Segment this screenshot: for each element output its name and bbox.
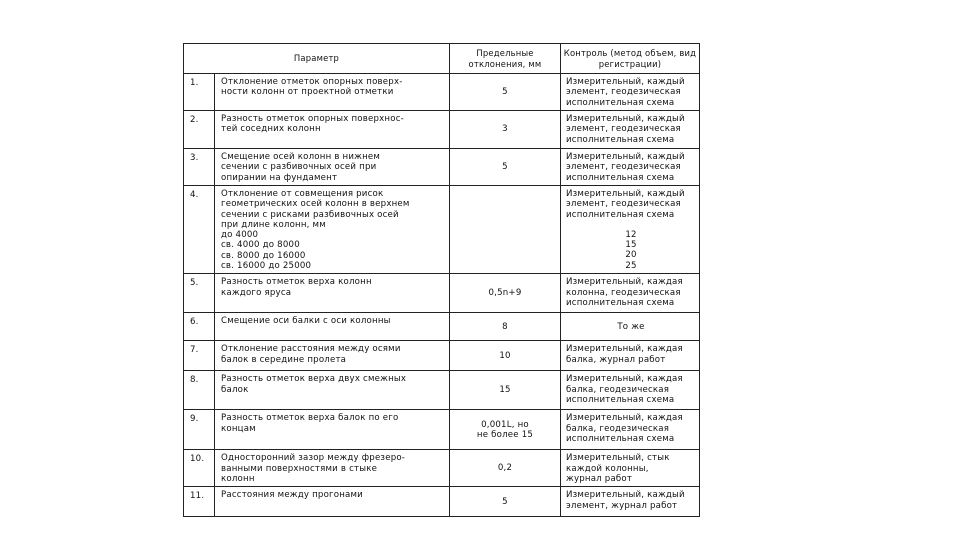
table-row [184, 313, 700, 341]
row-control [561, 450, 700, 487]
control-line: исполнительная схема [566, 433, 675, 444]
control-line: балка, геодезическая [566, 384, 670, 395]
length-deviation-values [566, 230, 696, 271]
table-row [184, 111, 700, 149]
control-line: Измерительный, каждая [566, 374, 683, 385]
row-parameter [215, 371, 450, 410]
parameter-line: геометрических осей колонн в верхнем [221, 199, 410, 210]
row-control [561, 341, 700, 371]
row-deviation: 15 [450, 371, 561, 410]
control-line: Измерительный, каждый [566, 152, 685, 162]
parameter-line: сечении с рисками разбивочных осей [221, 209, 399, 220]
row-number: 1. [184, 74, 215, 111]
row-number: 6. [184, 313, 215, 341]
row-control [561, 111, 700, 149]
parameter-line: Отклонение отметок опорных поверх- [221, 77, 403, 87]
row-control [561, 371, 700, 410]
row-parameter [215, 186, 450, 274]
deviation-value-line: 25 [625, 260, 637, 271]
row-number: 5. [184, 274, 215, 313]
row-control [561, 313, 700, 341]
row-deviation: 8 [450, 313, 561, 341]
parameter-line: балок в середине пролета [221, 354, 347, 365]
parameter-line: сечении с разбивочных осей при [221, 162, 377, 173]
table-row [184, 74, 700, 111]
row-control [561, 410, 700, 450]
row-parameter [215, 410, 450, 450]
deviation-value-line: 12 [625, 229, 637, 240]
control-line: элемент, геодезическая [566, 162, 681, 173]
deviation-line: не более 15 [476, 429, 534, 440]
parameter-line: концам [221, 423, 256, 434]
parameter-line: Смещение осей колонн в нижнем [221, 152, 381, 162]
control-line: исполнительная схема [566, 297, 675, 308]
control-line: элемент, геодезическая [566, 124, 681, 135]
control-line: Измерительный, каждая [566, 277, 683, 288]
parameter-line: ности колонн от проектной отметки [221, 87, 394, 98]
row-number: 2. [184, 111, 215, 149]
parameter-line: опирании на фундамент [221, 172, 338, 183]
table-row [184, 371, 700, 410]
control-line: Измерительный, каждый [566, 114, 685, 124]
parameter-line: до 4000 [221, 230, 259, 241]
control-line: То же [617, 322, 645, 333]
control-line: балка, журнал работ [566, 354, 666, 365]
header-control: Контроль (метод объем, вид регистрации) [561, 44, 700, 74]
table-header-row [184, 44, 700, 74]
parameter-line: Разность отметок верха двух смежных [221, 374, 407, 385]
row-control [561, 186, 700, 274]
table-row [184, 450, 700, 487]
table-row [184, 149, 700, 186]
parameter-line: каждого яруса [221, 287, 292, 298]
row-number: 3. [184, 149, 215, 186]
parameter-line: Отклонение расстояния между осями [221, 344, 401, 355]
row-deviation: 0,5n+9 [450, 274, 561, 313]
parameter-line: при длине колонн, мм [221, 219, 326, 230]
row-deviation: 0,2 [450, 450, 561, 487]
row-deviation: 5 [450, 487, 561, 517]
table-row [184, 274, 700, 313]
parameter-line: тей соседних колонн [221, 124, 321, 135]
row-parameter [215, 341, 450, 371]
deviation-line: 0,001L, но [481, 419, 529, 430]
control-line: журнал работ [566, 473, 633, 484]
table-row [184, 341, 700, 371]
row-number: 8. [184, 371, 215, 410]
row-number: 9. [184, 410, 215, 450]
header-deviation: Предельные отклонения, мм [450, 44, 561, 74]
row-deviation: 5 [450, 74, 561, 111]
parameter-line: Разность отметок опорных поверхнос- [221, 114, 404, 124]
deviation-value-line: 15 [625, 240, 637, 251]
table-row [184, 410, 700, 450]
control-line: исполнительная схема [566, 394, 675, 405]
row-number: 4. [184, 186, 215, 274]
control-line: Измерительный, каждая [566, 344, 683, 355]
control-line: элемент, журнал работ [566, 500, 678, 511]
row-deviation: 10 [450, 341, 561, 371]
row-number: 7. [184, 341, 215, 371]
control-line: исполнительная схема [566, 97, 675, 108]
row-parameter [215, 274, 450, 313]
parameter-line: Односторонний зазор между фрезеро- [221, 453, 406, 464]
row-parameter [215, 487, 450, 517]
control-line: колонна, геодезическая [566, 287, 681, 298]
control-line: исполнительная схема [566, 134, 675, 145]
table-row [184, 487, 700, 517]
parameter-line: балок [221, 384, 249, 395]
row-parameter [215, 450, 450, 487]
parameter-line: ванными поверхностями в стыке [221, 463, 378, 474]
control-line: Измерительный, каждый [566, 490, 685, 501]
control-line: Измерительный, каждый [566, 77, 685, 87]
parameter-line: св. 8000 до 16000 [221, 250, 306, 261]
control-line: Измерительный, каждый [566, 189, 685, 199]
table-body [184, 74, 700, 517]
row-deviation [450, 410, 561, 450]
row-control [561, 487, 700, 517]
row-deviation: 5 [450, 149, 561, 186]
control-line: Измерительный, каждая [566, 413, 683, 424]
control-line: каждой колонны, [566, 463, 649, 474]
control-line: исполнительная схема [566, 209, 675, 220]
parameter-line: Смещение оси балки с оси колонны [221, 316, 391, 327]
control-line: элемент, геодезическая [566, 87, 681, 98]
deviation-value-line: 20 [625, 250, 637, 261]
parameter-line: св. 16000 до 25000 [221, 261, 312, 272]
row-parameter [215, 111, 450, 149]
parameter-line: Разность отметок верха колонн [221, 277, 372, 288]
tolerance-table [183, 43, 700, 517]
control-line: балка, геодезическая [566, 423, 670, 434]
parameter-line: колонн [221, 473, 255, 484]
row-deviation: 3 [450, 111, 561, 149]
parameter-line: Отклонение от совмещения рисок [221, 189, 384, 199]
header-param: Параметр [184, 44, 450, 74]
row-control [561, 149, 700, 186]
parameter-line: Расстояния между прогонами [221, 490, 363, 501]
control-line: Измерительный, стык [566, 453, 670, 464]
row-parameter [215, 149, 450, 186]
row-parameter [215, 313, 450, 341]
parameter-line: св. 4000 до 8000 [221, 240, 300, 251]
control-line: исполнительная схема [566, 172, 675, 183]
row-number: 10. [184, 450, 215, 487]
table-row [184, 186, 700, 274]
row-deviation [450, 186, 561, 274]
row-parameter [215, 74, 450, 111]
row-control [561, 74, 700, 111]
control-line: элемент, геодезическая [566, 199, 681, 210]
row-number: 11. [184, 487, 215, 517]
row-control [561, 274, 700, 313]
parameter-line: Разность отметок верха балок по его [221, 413, 399, 424]
